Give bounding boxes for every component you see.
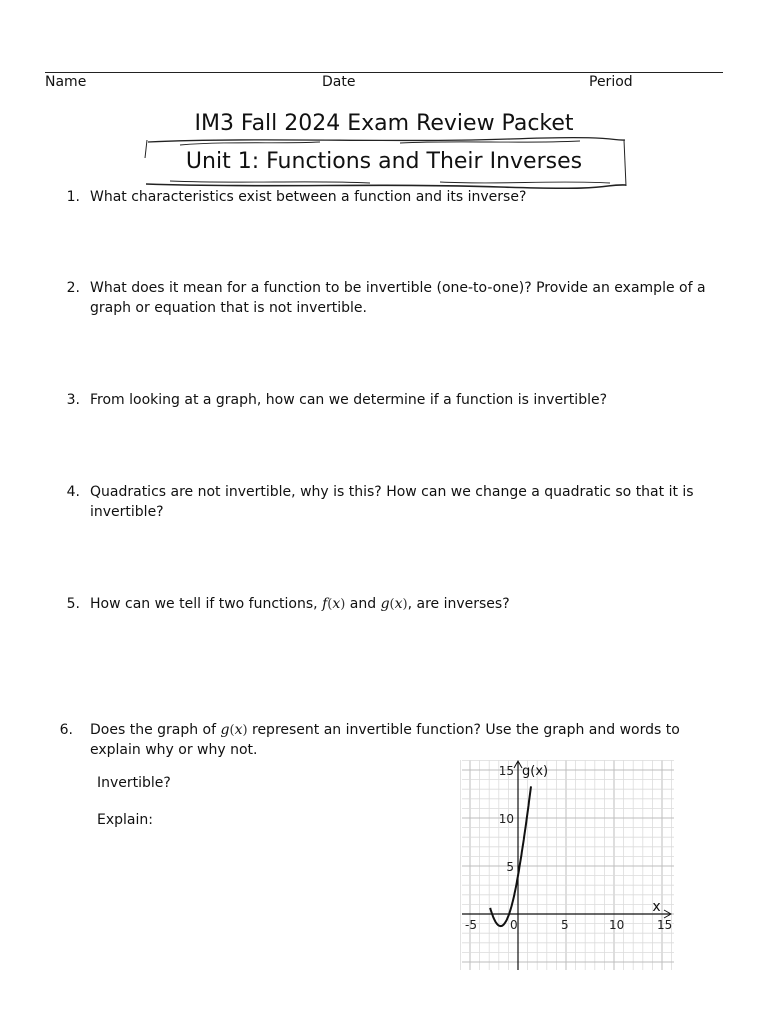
math-g: g [380,596,390,612]
x-tick-labels [465,918,672,932]
question-text: Does the graph of g(x) represent an invertible function? Use the graph and words to explain why or why not. [90,722,680,758]
y-tick-labels [499,764,514,874]
function-graph [458,756,680,976]
question-number: 5. [66,596,80,612]
unit-title: Unit 1: Functions and Their Inverses [185,149,583,174]
x-tick-label: 10 [609,918,625,932]
math-f: f [322,596,328,612]
math-x: x [332,596,341,612]
question-text: From looking at a graph, how can we determine if a function is invertible? [90,392,608,408]
y-tick-label: 5 [506,860,514,874]
math-x: x [394,596,403,612]
question-text: What does it mean for a function to be invertible (one-to-one)? Provide an example of a graph or equation that is not invertible. [90,280,706,316]
invertible-label: Invertible? [97,775,171,791]
date-label: Date [322,74,356,90]
math-g: g [220,722,230,738]
x-tick-label: -5 [465,918,477,932]
question-text: Quadratics are not invertible, why is this? How can we change a quadratic so that it is invertible? [90,484,694,520]
explain-label: Explain: [97,812,153,828]
packet-title: IM3 Fall 2024 Exam Review Packet [194,111,574,136]
graph-grid [460,760,674,970]
header-rule [45,72,723,73]
name-label: Name [45,74,87,90]
question-number: 3. [66,392,80,408]
x-tick-label: 5 [561,918,569,932]
question-number: 2. [66,280,80,296]
y-tick-label: 10 [498,812,514,826]
x-tick-label: 0 [510,918,518,932]
question-text: How can we tell if two functions, f(x) and g(x), are inverses? [90,596,510,612]
question-number: 4. [66,484,80,500]
question-number: 6. [59,722,73,738]
math-x: x [234,722,243,738]
question-text: What characteristics exist between a function and its inverse? [90,189,527,205]
x-axis-label: x [652,899,661,915]
y-tick-label: 15 [498,764,514,778]
function-label: g(x) [522,763,549,779]
question-number: 1. [66,189,80,205]
x-tick-label: 15 [657,918,673,932]
period-label: Period [589,74,633,90]
